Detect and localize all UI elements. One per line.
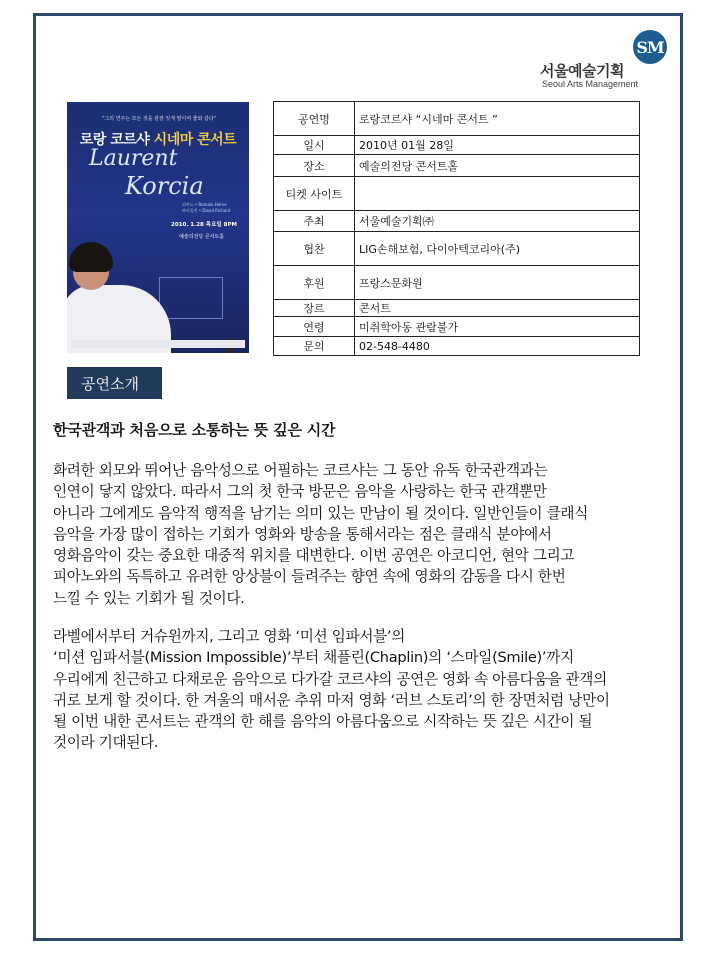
performer-hair-shape xyxy=(69,242,113,272)
info-value xyxy=(355,177,640,211)
section-tag: 공연소개 xyxy=(67,367,162,399)
poster-date: 2010. 1.28 목요일 8PM xyxy=(171,222,237,228)
info-value: 예술의전당 콘서트홀 xyxy=(355,155,640,177)
paragraph-line: ‘미션 임파서블(Mission Impossible)’부터 채플린(Chaplin)의 ‘스마일(Smile)’까지 xyxy=(53,649,574,667)
logo-name-en: Seoul Arts Management xyxy=(542,79,639,89)
info-value: 02-548-4480 xyxy=(355,337,640,356)
paragraph-line: 영화음악이 갖는 중요한 대중적 위치를 대변한다. 이번 공연은 아코디언, 현악 그리고 xyxy=(53,547,575,565)
poster-name-line2: Korcia xyxy=(125,172,204,200)
paragraph-line: 될 이번 내한 콘서트는 관객의 한 해를 음악의 아름다움으로 시작하는 뜻 깊은 시간이 될 xyxy=(53,713,593,731)
poster-sponsor-strip xyxy=(71,340,245,348)
info-row xyxy=(274,136,640,155)
company-logo xyxy=(540,30,670,92)
info-row xyxy=(274,155,640,177)
info-row xyxy=(274,300,640,317)
poster-inset-box xyxy=(159,277,223,319)
paragraph-line: 화려한 외모와 뛰어난 음악성으로 어필하는 코르샤는 그 동안 유독 한국관객과는 xyxy=(53,462,548,479)
info-value: LIG손해보험, 다이아텍코리아(주) xyxy=(355,232,640,266)
poster-quote: "그의 연주는 모든 것을 잠잠 잊게 말이며 좋와 같다" xyxy=(102,116,216,122)
paragraph-line: 아니라 그에게도 음악적 행적을 남기는 의미 있는 만남이 될 것이다. 일반인들이 클래식 xyxy=(53,504,588,522)
paragraph-line: 인연이 닿지 않았다. 따라서 그의 첫 한국 방문은 음악을 사랑하는 한국 관객뿐만 xyxy=(53,483,547,501)
paragraph-line: 느낄 수 있는 기회가 될 것이다. xyxy=(53,589,245,607)
info-value: 프랑스문화원 xyxy=(355,266,640,300)
info-key: 주최 xyxy=(274,211,355,232)
info-row xyxy=(274,317,640,337)
paragraph-line: 것이라 기대된다. xyxy=(53,734,159,752)
concert-info-table xyxy=(273,101,640,356)
info-value: 로랑코르샤 “시네마 콘서트 ” xyxy=(355,102,640,136)
paragraph-line: 피아노와의 독특하고 유려한 앙상블이 들려주는 향연 속에 영화의 감동을 다시 한번 xyxy=(53,568,566,586)
logo-emblem-icon: SM xyxy=(633,30,667,64)
info-key: 공연명 xyxy=(274,102,355,136)
paragraph-line: 귀로 보게 할 것이다. 한 겨울의 매서운 추위 마저 영화 ‘러브 스토리’의 한 장면처럼 낭만이 xyxy=(53,691,610,709)
poster-title-accent: 시네마 콘서트 xyxy=(153,132,237,148)
info-row xyxy=(274,232,640,266)
info-value: 콘서트 xyxy=(355,300,640,317)
info-key: 협찬 xyxy=(274,232,355,266)
info-key: 티켓 사이트 xyxy=(274,177,355,211)
paragraph-line: 음악을 가장 많이 접하는 기회가 영화와 방송을 통해서라는 점은 클래식 분야에서 xyxy=(53,525,552,543)
poster-venue: 예술의전당 콘서트홀 xyxy=(179,234,225,240)
info-value: 2010년 01월 28일 xyxy=(355,136,640,155)
info-row xyxy=(274,266,640,300)
paragraph-line: 라벨에서부터 거슈윈까지, 그리고 영화 ‘미션 임파서블’의 xyxy=(53,628,406,645)
info-row xyxy=(274,337,640,356)
info-value: 미취학아동 관람불가 xyxy=(355,317,640,337)
info-key: 장소 xyxy=(274,155,355,177)
concert-poster-image xyxy=(67,102,249,353)
info-row xyxy=(274,102,640,136)
info-value: 서울예술기획㈜ xyxy=(355,211,640,232)
info-row xyxy=(274,177,640,211)
info-key: 후원 xyxy=(274,266,355,300)
info-key: 장르 xyxy=(274,300,355,317)
paragraph-1 xyxy=(53,460,688,609)
paragraph-2 xyxy=(53,626,688,754)
poster-name-line1: Laurent xyxy=(89,146,178,171)
section-heading: 한국관객과 처음으로 소통하는 뜻 깊은 시간 xyxy=(53,421,336,439)
paragraph-line: 우리에게 친근하고 다채로운 음악으로 다가갈 코르샤의 공연은 영화 속 아름다움을 관객의 xyxy=(53,670,607,688)
logo-name-ko: 서울예술기획 xyxy=(540,62,624,80)
info-key: 일시 xyxy=(274,136,355,155)
info-row xyxy=(274,211,640,232)
info-key: 연령 xyxy=(274,317,355,337)
poster-credits: 피아노 • Romain Herve 바이올린 • David Richard xyxy=(182,202,231,213)
poster-title-main: 로랑 코르샤 xyxy=(79,132,150,148)
info-key: 문의 xyxy=(274,337,355,356)
